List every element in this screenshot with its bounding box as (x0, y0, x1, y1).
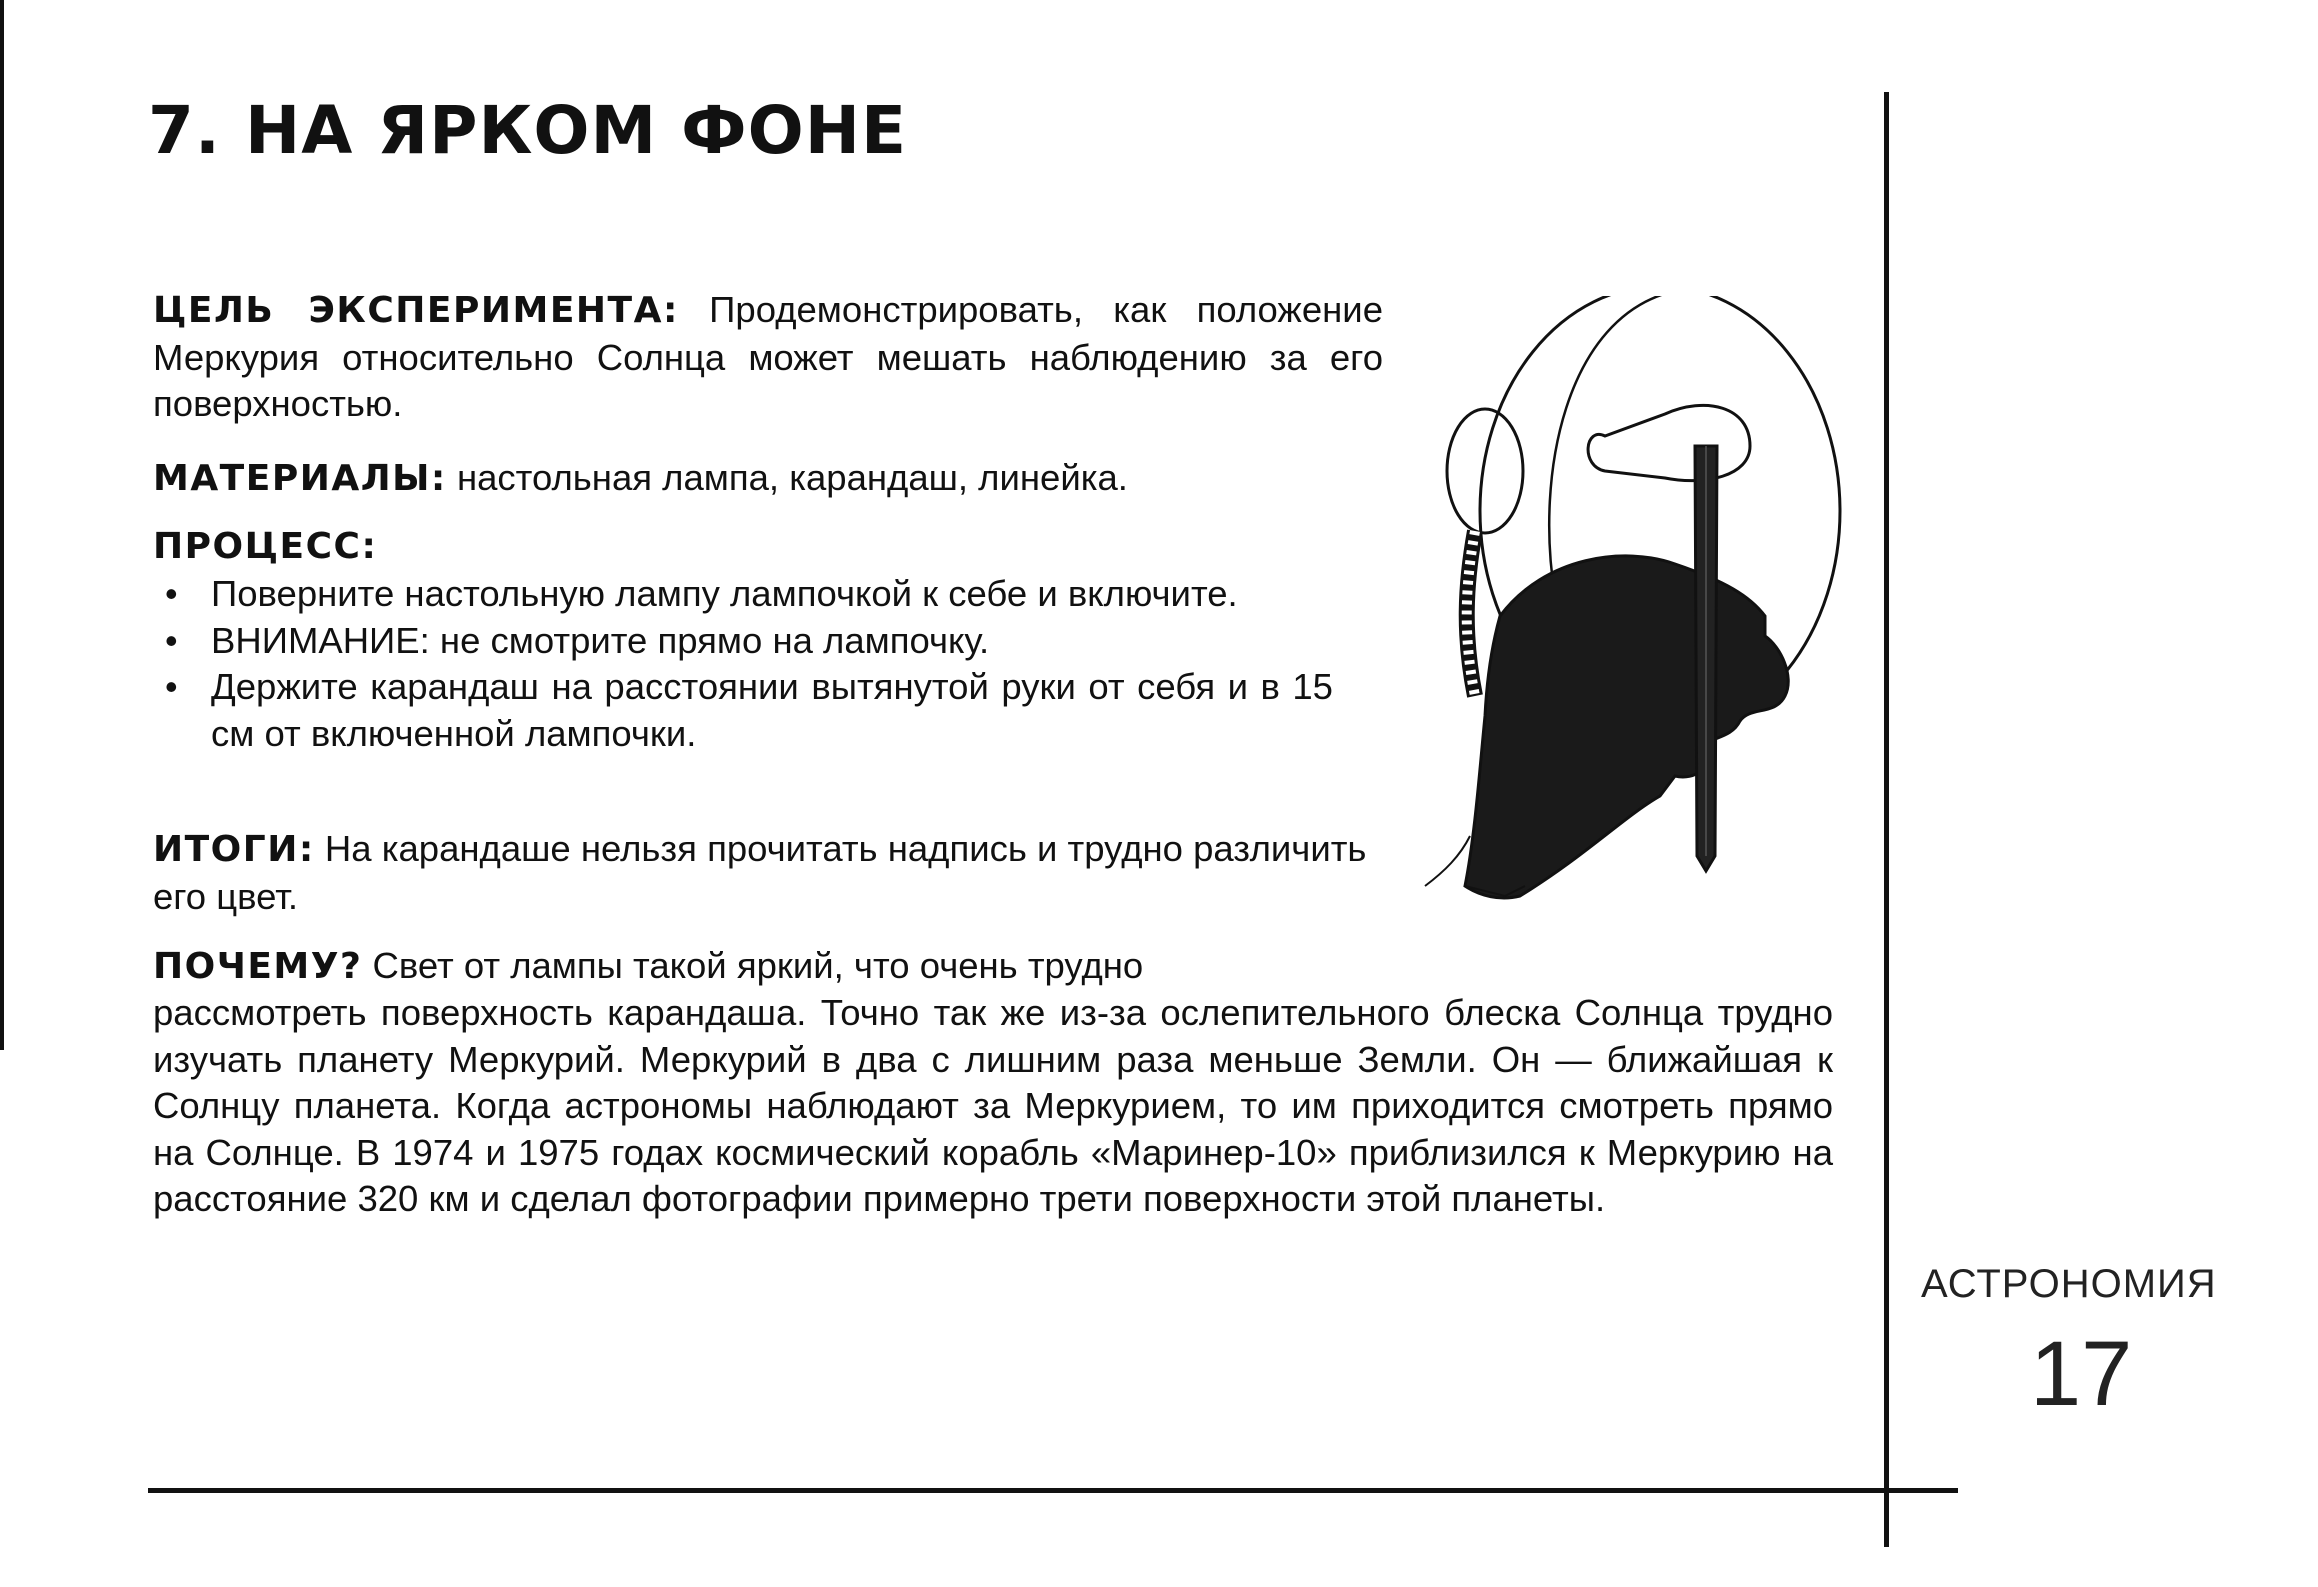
results-label: ИТОГИ: (153, 829, 315, 870)
margin-vertical-rule (1884, 92, 1889, 1547)
process-label: ПРОЦЕСС: (153, 526, 378, 567)
section-name: АСТРОНОМИЯ (1921, 1262, 2217, 1306)
goal-label: ЦЕЛЬ ЭКСПЕРИМЕНТА: (153, 290, 679, 331)
why-first-line (153, 943, 1383, 991)
process-heading (153, 523, 377, 571)
materials-text: настольная лампа, карандаш, линейка. (456, 457, 1128, 498)
footer-horizontal-rule (148, 1488, 1958, 1493)
page-edge-line (0, 0, 4, 1050)
materials-paragraph (153, 455, 1383, 503)
process-step: • ВНИМАНИЕ: не смотрите прямо на лампочку. (153, 618, 1333, 665)
why-text-first: Свет от лампы такой яркий, что очень трудно (372, 945, 1144, 986)
why-label: ПОЧЕМУ? (153, 946, 363, 987)
goal-text: Продемонстрировать, как положение Меркурия относительно Солнца может мешать наблюдению за его поверхностью. (153, 289, 1383, 424)
page-title: 7. НА ЯРКОМ ФОНЕ (148, 92, 908, 169)
results-paragraph (153, 826, 1393, 920)
process-step: • Поверните настольную лампу лампочкой к себе и включите. (153, 571, 1333, 618)
why-paragraph: рассмотреть поверхность карандаша. Точно так же из-за ослепительного блеска Солнца трудно изучать планету Меркурий. Меркурий в два с лишним раза меньше Земли. Он — ближайшая к Солнцу планета. Когда астрономы наблюдают за Меркурием, то им приходится смотреть прямо на Солнце. В 1974 и 1975 годах космический корабль «Маринер-10» приблизился к Меркурию на расстояние 320 км и сделал фотографии примерно трети поверхности этой планеты. (153, 992, 1833, 1219)
hand-icon (1465, 556, 1788, 898)
process-steps-list (153, 571, 1333, 757)
lamp-bulb-icon (1588, 405, 1750, 480)
results-text: На карандаше нельзя прочитать надпись и трудно различить его цвет. (153, 828, 1367, 917)
process-step: • Держите карандаш на расстоянии вытянутой руки от себя и в 15 см от включенной лампочки. (153, 664, 1333, 757)
page-number: 17 (2030, 1323, 2133, 1425)
lamp-hand-pencil-illustration (1405, 296, 1855, 906)
materials-label: МАТЕРИАЛЫ: (153, 458, 447, 499)
goal-paragraph (153, 287, 1383, 428)
